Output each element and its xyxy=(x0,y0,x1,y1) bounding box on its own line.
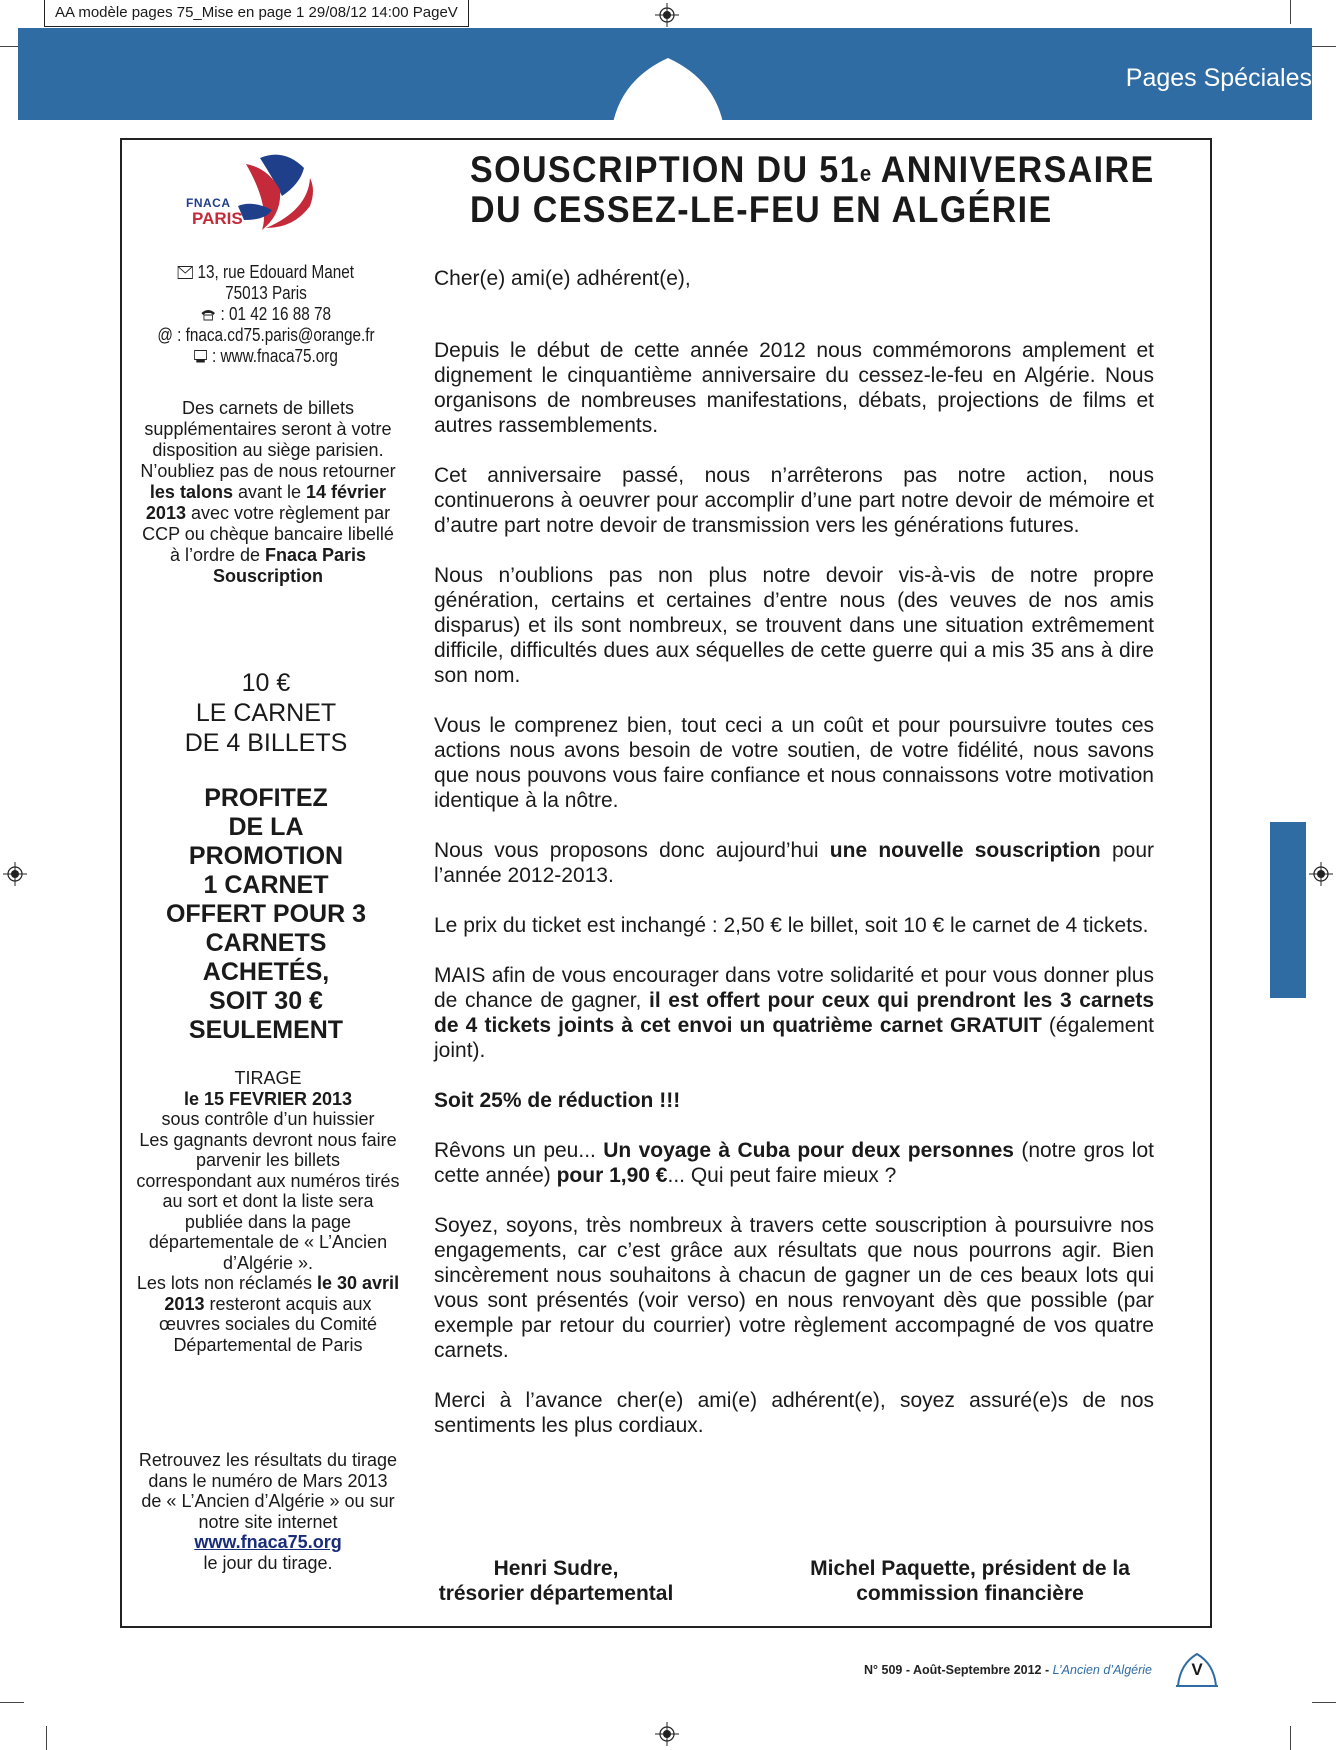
crop-mark xyxy=(46,1726,47,1750)
promo-line: PROMOTION xyxy=(188,842,344,870)
crop-mark xyxy=(0,1702,24,1703)
promo-line: SOIT 30 € xyxy=(209,987,323,1015)
signature-president xyxy=(776,1556,1164,1606)
signature-role: trésorier départemental xyxy=(438,1582,674,1605)
draw-winners-text: Les gagnants devront nous faire parvenir les billets correspondant aux numéros tirés au sort et dont la liste sera publiée dans la page départementale de « L’Ancien d’Algérie ». xyxy=(136,1129,400,1273)
print-slug xyxy=(44,0,469,27)
registration-mark-icon xyxy=(3,862,27,886)
promo-line: CARNETS xyxy=(205,929,327,957)
results-text: Retrouvez les résultats du tirage dans le numéro de Mars 2013 de « L’Ancien d’Algérie » ou sur notre site internet xyxy=(138,1450,398,1532)
contact-block xyxy=(132,262,400,367)
website-link[interactable]: www.fnaca75.org xyxy=(194,1532,342,1552)
phone-number: : 01 42 16 88 78 xyxy=(220,304,332,324)
promo-line: PROFITEZ xyxy=(204,784,328,812)
left-column xyxy=(132,140,400,1620)
extra-booklets-notice: Des carnets de billets supplémentaires seront à votre disposition au siège parisien. N’oubliez pas de nous retourner les talons avant le 14 février 2013 avec votre règlement par CCP ou chèque bancaire libellé à l’ordre de Fnaca Paris Souscription xyxy=(140,398,396,586)
title-line-1: SOUSCRIPTION DU 51e ANNIVERSAIRE xyxy=(470,149,1155,190)
price-line-2: LE CARNET xyxy=(195,699,337,727)
promo-line: 1 CARNET xyxy=(203,871,329,899)
print-slug-text: AA modèle pages 75_Mise en page 1 29/08/12 14:00 PageV xyxy=(55,4,458,21)
price-block xyxy=(132,668,400,758)
promotion-block xyxy=(132,784,400,1045)
promo-line: OFFERT POUR 3 xyxy=(165,900,366,928)
price-value: 10 € xyxy=(241,669,291,697)
promo-line: DE LA xyxy=(228,813,304,841)
letter-paragraph: Cet anniversaire passé, nous n’arrêterons pas notre action, nous continuerons à oeuvrer pour accomplir d’une part notre devoir de mémoire et d’autre part notre devoir de transmission vers les générations futures. xyxy=(434,464,1154,537)
contact-phone-line xyxy=(152,304,380,325)
signature-treasurer xyxy=(424,1556,688,1606)
email-address[interactable]: @ : fnaca.cd75.paris@orange.fr xyxy=(157,325,375,345)
discount-highlight: Soit 25% de réduction !!! xyxy=(434,1089,681,1112)
registration-mark-icon xyxy=(655,1722,679,1746)
website-address[interactable]: : www.fnaca75.org xyxy=(211,346,338,366)
promo-line: SEULEMENT xyxy=(188,1016,344,1044)
results-block xyxy=(136,1450,400,1573)
registration-mark-icon xyxy=(655,3,679,27)
title-line-2: DU CESSEZ-LE-FEU EN ALGÉRIE xyxy=(470,189,1053,230)
letter-paragraph: Soyez, soyons, très nombreux à travers cette souscription à poursuivre nos engagements, car c’est grâce aux résultats que nous pourrons agir. Bien sincèrement nous souhaitons à chacun de gagner un de ces beaux lots qui vous sont présentés (voir verso) en nous renvoyant dès que possible (par exemple par retour du courrier) votre règlement accompagné de vos quatre carnets. xyxy=(434,1214,1154,1362)
fnaca-paris-logo xyxy=(182,150,342,240)
notice-bold-payee: Fnaca Paris Souscription xyxy=(212,545,367,586)
page-title xyxy=(470,149,1155,230)
issue-info: N° 509 - Août-Septembre 2012 - xyxy=(864,1663,1053,1677)
logo-text-paris: PARIS xyxy=(192,209,243,228)
registration-mark-icon xyxy=(1309,862,1333,886)
header-dome-shape xyxy=(612,58,724,128)
letter-closing: Merci à l’avance cher(e) ami(e) adhérent(e), soyez assuré(e)s de nos sentiments les plus cordiaux. xyxy=(434,1389,1154,1437)
notice-bold-talons: les talons xyxy=(149,482,233,502)
page-footer xyxy=(864,1663,1152,1677)
signature-role: commission financière xyxy=(856,1582,1084,1605)
notice-bold-date: 14 février 2013 xyxy=(145,482,387,523)
draw-heading: TIRAGE xyxy=(234,1068,302,1088)
letter-paragraph: Depuis le début de cette année 2012 nous commémorons amplement et dignement le cinquantième anniversaire du cessez-le-feu en Algérie. Nous organisons de nombreuses manifestations, débats, projections de films et autres rassemblements. xyxy=(434,339,1154,437)
logo-text-fnaca: FNACA xyxy=(186,196,231,210)
signature-name: Henri Sudre, xyxy=(493,1557,619,1580)
address-line-1: 13, rue Edouard Manet xyxy=(197,262,355,282)
letter-paragraph: Rêvons un peu... Un voyage à Cuba pour deux personnes (notre gros lot cette année) pour 1,90 €... Qui peut faire mieux ? xyxy=(434,1139,1154,1187)
letter-paragraph: MAIS afin de vous encourager dans votre solidarité et pour vous donner plus de chance de gagner, il est offert pour ceux qui prendront les 3 carnets de 4 tickets joints à cet envoi un quatrième carnet GRATUIT (également joint). xyxy=(434,964,1154,1062)
letter-greeting: Cher(e) ami(e) adhérent(e), xyxy=(434,267,691,290)
price-line-3: DE 4 BILLETS xyxy=(184,729,348,757)
side-tab xyxy=(1270,822,1306,998)
results-text-end: le jour du tirage. xyxy=(203,1552,333,1573)
draw-info-block xyxy=(136,1068,400,1355)
crop-mark xyxy=(1290,1726,1291,1750)
letter-body xyxy=(434,266,1154,1463)
draw-unclaimed-text: Les lots non réclamés le 30 avril 2013 resteront acquis aux œuvres sociales du Comité Départemental de Paris xyxy=(136,1273,400,1355)
promo-line: ACHETÉS, xyxy=(202,958,330,986)
letter-paragraph: Vous le comprenez bien, tout ceci a un coût et pour poursuivre toutes ces actions nous avons besoin de votre soutien, de votre fidélité, nous savons que nous pouvons vous faire confiance et nous connaissons votre motivation identique à la nôtre. xyxy=(434,714,1154,812)
phone-icon xyxy=(201,308,216,321)
letter-paragraph: Le prix du ticket est inchangé : 2,50 € le billet, soit 10 € le carnet de 4 tickets. xyxy=(434,914,1149,937)
crop-mark xyxy=(1290,0,1291,24)
crop-mark xyxy=(1312,46,1336,47)
draw-date: le 15 FEVRIER 2013 xyxy=(183,1088,353,1109)
signature-name: Michel Paquette, président de la xyxy=(810,1557,1130,1580)
crop-mark xyxy=(1312,1702,1336,1703)
contact-address-line xyxy=(152,262,380,283)
envelope-icon xyxy=(178,266,193,279)
publication-name: L’Ancien d’Algérie xyxy=(1052,1663,1152,1677)
address-line-2: 75013 Paris xyxy=(225,283,307,303)
letter-paragraph: Nous n’oublions pas non plus notre devoir vis-à-vis de notre propre génération, certains et certaines d’entre nous (des veuves de nos amis disparus) et ils sont nombreux, se trouvent dans une situation extrêmement difficile, difficultés dues aux séquelles de cette guerre qui a mis 35 ans à dire son nom. xyxy=(434,564,1154,687)
computer-icon xyxy=(194,350,208,363)
page-number: V xyxy=(1191,1660,1203,1679)
letter-paragraph: Nous vous proposons donc aujourd’hui une nouvelle souscription pour l’année 2012-2013. xyxy=(434,839,1155,887)
contact-web-line xyxy=(152,346,380,367)
section-title: Pages Spéciales xyxy=(1125,64,1312,92)
draw-text: sous contrôle d’un huissier xyxy=(161,1109,375,1129)
